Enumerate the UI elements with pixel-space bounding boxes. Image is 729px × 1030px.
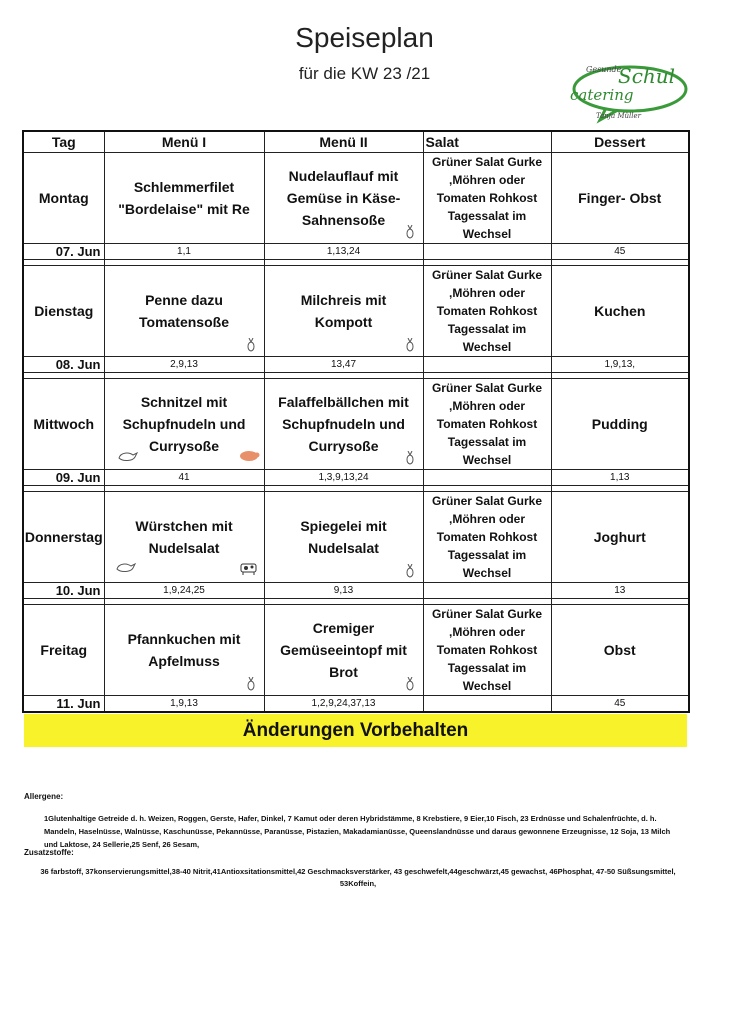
date-label: 11. Jun: [23, 696, 104, 713]
day-name: Mittwoch: [23, 379, 104, 470]
column-header-menu1: Menü I: [104, 131, 264, 153]
menu2-dish-text: Spiegelei mit Nudelsalat: [300, 518, 387, 556]
allergen-row-friday: [23, 696, 689, 713]
menu1-dish: [104, 379, 264, 470]
menu1-allergens: 1,9,13: [104, 696, 264, 713]
menu2-dish-text: Falaffelbällchen mit Schupfnudeln und Currysoße: [278, 394, 409, 454]
radish-icon: [405, 451, 415, 465]
menu2-allergens: 1,13,24: [264, 244, 423, 260]
date-label: 08. Jun: [23, 357, 104, 373]
column-header-day: Tag: [23, 131, 104, 153]
logo-line-3: catering: [570, 86, 634, 104]
menu2-allergens: 1,3,9,13,24: [264, 470, 423, 486]
dessert-text: Obst: [551, 605, 689, 696]
dessert-text: Joghurt: [551, 492, 689, 583]
radish-icon: [246, 677, 256, 691]
day-name: Montag: [23, 153, 104, 244]
allergens-text: 1Glutenhaltige Getreide d. h. Weizen, Roggen, Gerste, Hafer, Dinkel, 7 Kamut oder deren Hybridstämme, 8 Krebstiere, 9 Eier,10 Fisch, 23 Erdnüsse und Schalenfrüchte, d. h. Mandeln, Haselnüsse, Walnüsse, Kaschunüsse, Pekannüsse, Paranüsse, Pistazien, Makadamianüsse, Queenslandnüsse und daraus gewonnene Erzeugnisse, 12 Soja, 13 Milch und Laktose, 24 Sellerie,25 Senf, 26 Sesam,: [44, 814, 671, 849]
menu2-dish: [264, 379, 423, 470]
menu1-dish-text: Pfannkuchen mit Apfelmuss: [127, 631, 241, 669]
table-row-wednesday: [23, 379, 689, 470]
radish-icon: [405, 677, 415, 691]
salad-allergens: [423, 696, 551, 713]
menu2-dish: [264, 492, 423, 583]
table-row-thursday: [23, 492, 689, 583]
page-subtitle: für die KW 23 /21: [298, 64, 431, 83]
date-label: 09. Jun: [23, 470, 104, 486]
salad-allergens: [423, 470, 551, 486]
dessert-allergens: 1,9,13,: [551, 357, 689, 373]
column-header-dessert: Dessert: [551, 131, 689, 153]
salad-text: Grüner Salat Gurke ,Möhren oder Tomaten Rohkost Tagessalat im Wechsel: [423, 266, 551, 357]
dessert-allergens: 13: [551, 583, 689, 599]
menu2-allergens: 9,13: [264, 583, 423, 599]
chicken-icon: [117, 449, 139, 463]
menu1-allergens: 1,9,24,25: [104, 583, 264, 599]
cow-icon: [238, 560, 260, 576]
radish-icon: [246, 338, 256, 352]
dessert-allergens: 45: [551, 244, 689, 260]
radish-icon: [405, 564, 415, 578]
table-header-row: [23, 131, 689, 153]
menu1-dish-text: Schnitzel mit Schupfnudeln und Currysoße: [122, 394, 246, 454]
additives-text: 36 farbstoff, 37konservierungsmittel,38-40 Nitrit,41Antioxsitationsmittel,42 Geschmacksverstärker, 43 geschwefelt,44geschwärzt,45 gewachst, 46Phosphat, 47-50 Süßsungsmittel, 53Koffein,: [40, 867, 676, 888]
date-label: 07. Jun: [23, 244, 104, 260]
menu1-dish: [104, 492, 264, 583]
day-name: Freitag: [23, 605, 104, 696]
table-row-tuesday: [23, 266, 689, 357]
logo-line-2: Schul: [618, 64, 676, 88]
page-title: Speiseplan: [295, 22, 434, 53]
menu2-dish-text: Cremiger Gemüseeintopf mit Brot: [280, 620, 407, 680]
menu1-dish-text: Penne dazu Tomatensoße: [139, 292, 229, 330]
menu1-dish: [104, 266, 264, 357]
logo-line-4: Tanja Müller: [596, 112, 642, 120]
radish-icon: [405, 338, 415, 352]
salad-allergens: [423, 244, 551, 260]
menu1-allergens: 41: [104, 470, 264, 486]
allergen-row-tuesday: [23, 357, 689, 373]
menu1-dish: [104, 605, 264, 696]
menu2-dish: [264, 153, 423, 244]
allergen-row-wednesday: [23, 470, 689, 486]
allergens-title: Allergene:: [24, 792, 64, 801]
dessert-allergens: 1,13: [551, 470, 689, 486]
allergen-row-monday: [23, 244, 689, 260]
dessert-text: Pudding: [551, 379, 689, 470]
dessert-text: Kuchen: [551, 266, 689, 357]
menu2-dish-text: Nudelauflauf mit Gemüse in Käse-Sahnensoße: [286, 168, 401, 228]
additives-title: Zusatzstoffe:: [24, 848, 74, 857]
column-header-menu2: Menü II: [264, 131, 423, 153]
menu2-dish: [264, 266, 423, 357]
catering-logo: [566, 62, 690, 128]
salad-allergens: [423, 583, 551, 599]
salad-allergens: [423, 357, 551, 373]
radish-icon: [405, 225, 415, 239]
salad-text: Grüner Salat Gurke ,Möhren oder Tomaten Rohkost Tagessalat im Wechsel: [423, 153, 551, 244]
chicken-icon: [115, 560, 137, 574]
changes-reserved-banner: Änderungen Vorbehalten: [24, 714, 687, 747]
meal-plan-table: [22, 130, 690, 713]
dessert-text: Finger- Obst: [551, 153, 689, 244]
menu2-allergens: 13,47: [264, 357, 423, 373]
logo-line-1: Gesunde: [586, 65, 622, 74]
menu1-dish-text: Würstchen mit Nudelsalat: [135, 518, 233, 556]
day-name: Donnerstag: [23, 492, 104, 583]
menu1-dish: [104, 153, 264, 244]
menu2-dish: [264, 605, 423, 696]
date-label: 10. Jun: [23, 583, 104, 599]
salad-text: Grüner Salat Gurke ,Möhren oder Tomaten Rohkost Tagessalat im Wechsel: [423, 492, 551, 583]
salad-text: Grüner Salat Gurke ,Möhren oder Tomaten Rohkost Tagessalat im Wechsel: [423, 605, 551, 696]
menu1-allergens: 1,1: [104, 244, 264, 260]
day-name: Dienstag: [23, 266, 104, 357]
table-row-friday: [23, 605, 689, 696]
menu2-allergens: 1,2,9,24,37,13: [264, 696, 423, 713]
pig-icon: [238, 449, 260, 463]
table-row-monday: [23, 153, 689, 244]
menu2-dish-text: Milchreis mit Kompott: [300, 292, 387, 330]
menu1-dish-text: Schlemmerfilet "Bordelaise" mit Re: [118, 179, 250, 217]
dessert-allergens: 45: [551, 696, 689, 713]
column-header-salad: Salat: [423, 131, 551, 153]
menu1-allergens: 2,9,13: [104, 357, 264, 373]
allergen-row-thursday: [23, 583, 689, 599]
salad-text: Grüner Salat Gurke ,Möhren oder Tomaten Rohkost Tagessalat im Wechsel: [423, 379, 551, 470]
